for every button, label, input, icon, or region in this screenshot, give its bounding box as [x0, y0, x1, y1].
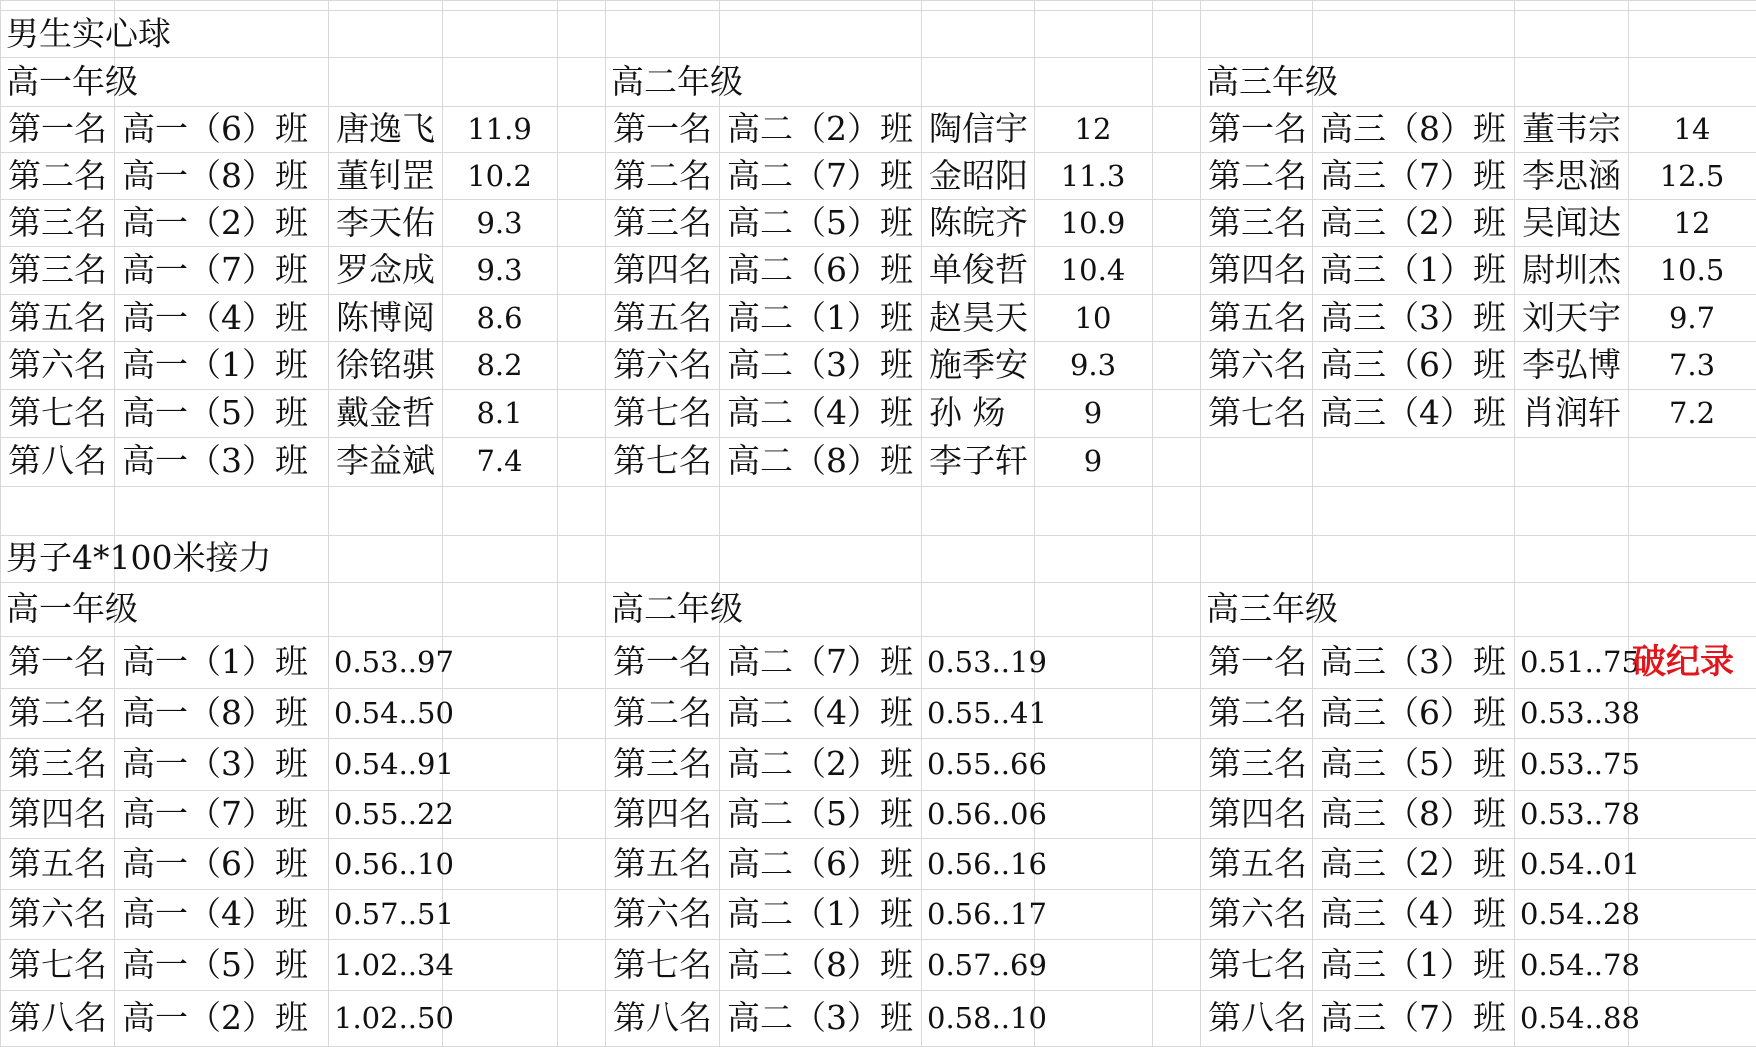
class-cell[interactable]: 高一（2）班: [122, 998, 308, 1037]
rank-cell[interactable]: 第六名: [8, 894, 107, 933]
name-cell[interactable]: 唐逸飞: [336, 109, 435, 148]
class-cell[interactable]: 高二（8）班: [727, 945, 913, 984]
name-cell[interactable]: 施季安: [929, 345, 1028, 384]
time-cell[interactable]: 0.54..01: [1520, 847, 1640, 881]
time-cell[interactable]: 0.58..10: [927, 1001, 1047, 1035]
result-cell[interactable]: 11.9: [467, 112, 532, 146]
class-cell[interactable]: 高二（2）班: [727, 109, 913, 148]
rank-cell[interactable]: 第六名: [1208, 345, 1307, 384]
result-cell[interactable]: 8.1: [476, 396, 523, 430]
result-cell[interactable]: 9.3: [476, 206, 523, 240]
rank-cell[interactable]: 第四名: [613, 250, 712, 289]
time-cell[interactable]: 0.54..78: [1520, 948, 1640, 982]
rank-cell[interactable]: 第八名: [613, 998, 712, 1037]
result-cell[interactable]: 10: [1074, 301, 1112, 335]
rank-cell[interactable]: 第三名: [8, 203, 107, 242]
name-cell[interactable]: 陈博阅: [336, 298, 435, 337]
rank-cell[interactable]: 第三名: [1208, 203, 1307, 242]
rank-cell[interactable]: 第四名: [8, 794, 107, 833]
result-cell[interactable]: 10.9: [1060, 206, 1126, 240]
rank-cell[interactable]: 第二名: [1208, 156, 1307, 195]
class-cell[interactable]: 高一（7）班: [122, 794, 308, 833]
grid-row-line: [0, 0, 1756, 1]
result-cell[interactable]: 8.6: [476, 301, 523, 335]
result-cell[interactable]: 9: [1083, 396, 1103, 430]
rank-cell[interactable]: 第二名: [8, 693, 107, 732]
name-cell[interactable]: 赵昊天: [929, 298, 1028, 337]
class-cell[interactable]: 高二（5）班: [727, 794, 913, 833]
name-cell[interactable]: 戴金哲: [336, 393, 435, 432]
name-cell[interactable]: 尉圳杰: [1522, 250, 1621, 289]
time-cell[interactable]: 0.54..50: [334, 696, 454, 730]
time-cell[interactable]: 0.53..75: [1520, 747, 1640, 781]
name-cell[interactable]: 罗念成: [336, 250, 435, 289]
class-cell[interactable]: 高一（4）班: [122, 894, 308, 933]
class-cell[interactable]: 高一（3）班: [122, 744, 308, 783]
time-cell[interactable]: 0.53..19: [927, 645, 1047, 679]
class-cell[interactable]: 高三（2）班: [1320, 203, 1506, 242]
record-badge[interactable]: 破纪录: [1632, 642, 1734, 682]
name-cell[interactable]: 孙 炀: [929, 393, 1006, 432]
result-cell[interactable]: 10.5: [1659, 253, 1725, 287]
class-cell[interactable]: 高三（3）班: [1320, 298, 1506, 337]
result-cell[interactable]: 7.2: [1668, 396, 1716, 430]
time-cell[interactable]: 0.57..51: [334, 897, 454, 931]
rank-cell[interactable]: 第四名: [613, 794, 712, 833]
time-cell[interactable]: 0.53..78: [1520, 797, 1640, 831]
rank-cell[interactable]: 第三名: [613, 203, 712, 242]
class-cell[interactable]: 高一（8）班: [122, 156, 308, 195]
class-cell[interactable]: 高三（1）班: [1320, 250, 1506, 289]
class-cell[interactable]: 高二（6）班: [727, 844, 913, 883]
rank-cell[interactable]: 第一名: [1208, 642, 1307, 681]
class-cell[interactable]: 高一（6）班: [122, 109, 308, 148]
rank-cell[interactable]: 第六名: [8, 345, 107, 384]
class-cell[interactable]: 高一（2）班: [122, 203, 308, 242]
result-cell[interactable]: 9.3: [476, 253, 523, 287]
class-cell[interactable]: 高一（1）班: [122, 642, 308, 681]
result-cell[interactable]: 7.3: [1668, 348, 1716, 382]
rank-cell[interactable]: 第三名: [1208, 744, 1307, 783]
result-cell[interactable]: 12: [1074, 112, 1112, 146]
result-cell[interactable]: 7.4: [476, 444, 523, 478]
rank-cell[interactable]: 第七名: [8, 393, 107, 432]
rank-cell[interactable]: 第三名: [8, 744, 107, 783]
time-cell[interactable]: 0.54..91: [334, 747, 454, 781]
class-cell[interactable]: 高三（6）班: [1320, 345, 1506, 384]
class-cell[interactable]: 高三（4）班: [1320, 894, 1506, 933]
grid-row-line: [0, 738, 1756, 739]
name-cell[interactable]: 董钊罡: [336, 156, 435, 195]
class-cell[interactable]: 高三（5）班: [1320, 744, 1506, 783]
class-cell[interactable]: 高二（5）班: [727, 203, 913, 242]
class-cell[interactable]: 高二（7）班: [727, 642, 913, 681]
result-cell[interactable]: 11.3: [1060, 159, 1126, 193]
class-cell[interactable]: 高一（6）班: [122, 844, 308, 883]
result-cell[interactable]: 9.7: [1668, 301, 1716, 335]
name-cell[interactable]: 李子轩: [929, 441, 1028, 480]
rank-cell[interactable]: 第一名: [613, 642, 712, 681]
class-cell[interactable]: 高三（3）班: [1320, 642, 1506, 681]
rank-cell[interactable]: 第六名: [1208, 894, 1307, 933]
class-cell[interactable]: 高二（2）班: [727, 744, 913, 783]
class-cell[interactable]: 高三（7）班: [1320, 998, 1506, 1037]
name-cell[interactable]: 李思涵: [1522, 156, 1621, 195]
time-cell[interactable]: 0.53..97: [334, 645, 454, 679]
rank-cell[interactable]: 第七名: [613, 441, 712, 480]
rank-cell[interactable]: 第二名: [613, 156, 712, 195]
time-cell[interactable]: 0.56..10: [334, 847, 454, 881]
class-cell[interactable]: 高三（2）班: [1320, 844, 1506, 883]
rank-cell[interactable]: 第七名: [1208, 393, 1307, 432]
grade-label[interactable]: 高一年级: [6, 62, 138, 101]
class-cell[interactable]: 高二（1）班: [727, 298, 913, 337]
section-title[interactable]: 男子4*100米接力: [6, 538, 272, 577]
class-cell[interactable]: 高三（7）班: [1320, 156, 1506, 195]
rank-cell[interactable]: 第五名: [613, 298, 712, 337]
name-cell[interactable]: 董韦宗: [1522, 109, 1621, 148]
result-cell[interactable]: 10.4: [1060, 253, 1126, 287]
rank-cell[interactable]: 第三名: [8, 250, 107, 289]
class-cell[interactable]: 高三（6）班: [1320, 693, 1506, 732]
name-cell[interactable]: 李天佑: [336, 203, 435, 242]
result-cell[interactable]: 14: [1673, 112, 1711, 146]
name-cell[interactable]: 吴闻达: [1522, 203, 1621, 242]
grade-label[interactable]: 高一年级: [6, 589, 138, 628]
class-cell[interactable]: 高一（3）班: [122, 441, 308, 480]
rank-cell[interactable]: 第七名: [1208, 945, 1307, 984]
rank-cell[interactable]: 第五名: [8, 298, 107, 337]
name-cell[interactable]: 陶信宇: [929, 109, 1028, 148]
rank-cell[interactable]: 第五名: [613, 844, 712, 883]
time-cell[interactable]: 0.53..38: [1520, 696, 1640, 730]
rank-cell[interactable]: 第六名: [613, 345, 712, 384]
class-cell[interactable]: 高二（4）班: [727, 393, 913, 432]
class-cell[interactable]: 高三（4）班: [1320, 393, 1506, 432]
grid-row-line: [0, 939, 1756, 940]
rank-cell[interactable]: 第二名: [1208, 693, 1307, 732]
result-cell[interactable]: 10.2: [467, 159, 532, 193]
name-cell[interactable]: 单俊哲: [929, 250, 1028, 289]
grade-label[interactable]: 高二年级: [611, 62, 743, 101]
rank-cell[interactable]: 第五名: [1208, 298, 1307, 337]
class-cell[interactable]: 高二（3）班: [727, 345, 913, 384]
rank-cell[interactable]: 第二名: [8, 156, 107, 195]
rank-cell[interactable]: 第一名: [1208, 109, 1307, 148]
name-cell[interactable]: 徐铭骐: [336, 345, 435, 384]
class-cell[interactable]: 高三（8）班: [1320, 794, 1506, 833]
name-cell[interactable]: 金昭阳: [929, 156, 1028, 195]
time-cell[interactable]: 0.56..17: [927, 897, 1047, 931]
class-cell[interactable]: 高二（3）班: [727, 998, 913, 1037]
name-cell[interactable]: 李弘博: [1522, 345, 1621, 384]
class-cell[interactable]: 高一（1）班: [122, 345, 308, 384]
rank-cell[interactable]: 第一名: [8, 109, 107, 148]
rank-cell[interactable]: 第四名: [1208, 794, 1307, 833]
section-title[interactable]: 男生实心球: [6, 14, 171, 53]
rank-cell[interactable]: 第四名: [1208, 250, 1307, 289]
class-cell[interactable]: 高一（8）班: [122, 693, 308, 732]
result-cell[interactable]: 8.2: [476, 348, 523, 382]
time-cell[interactable]: 0.51..75: [1520, 645, 1640, 679]
rank-cell[interactable]: 第五名: [8, 844, 107, 883]
rank-cell[interactable]: 第八名: [8, 998, 107, 1037]
rank-cell[interactable]: 第八名: [8, 441, 107, 480]
rank-cell[interactable]: 第七名: [613, 945, 712, 984]
grid-row-line: [0, 838, 1756, 839]
class-cell[interactable]: 高一（7）班: [122, 250, 308, 289]
name-cell[interactable]: 肖润轩: [1522, 393, 1621, 432]
rank-cell[interactable]: 第六名: [613, 894, 712, 933]
time-cell[interactable]: 1.02..34: [334, 948, 454, 982]
rank-cell[interactable]: 第八名: [1208, 998, 1307, 1037]
rank-cell[interactable]: 第一名: [613, 109, 712, 148]
rank-cell[interactable]: 第五名: [1208, 844, 1307, 883]
grade-label[interactable]: 高三年级: [1206, 589, 1338, 628]
class-cell[interactable]: 高三（8）班: [1320, 109, 1506, 148]
time-cell[interactable]: 0.54..88: [1520, 1001, 1640, 1035]
rank-cell[interactable]: 第一名: [8, 642, 107, 681]
time-cell[interactable]: 0.56..16: [927, 847, 1047, 881]
rank-cell[interactable]: 第七名: [613, 393, 712, 432]
class-cell[interactable]: 高二（1）班: [727, 894, 913, 933]
class-cell[interactable]: 高二（7）班: [727, 156, 913, 195]
class-cell[interactable]: 高一（5）班: [122, 945, 308, 984]
rank-cell[interactable]: 第七名: [8, 945, 107, 984]
class-cell[interactable]: 高二（4）班: [727, 693, 913, 732]
result-cell[interactable]: 9.3: [1069, 348, 1117, 382]
result-cell[interactable]: 9: [1083, 444, 1103, 478]
result-cell[interactable]: 12: [1673, 206, 1711, 240]
name-cell[interactable]: 李益斌: [336, 441, 435, 480]
grade-label[interactable]: 高二年级: [611, 589, 743, 628]
name-cell[interactable]: 刘天宇: [1522, 298, 1621, 337]
result-cell[interactable]: 12.5: [1659, 159, 1725, 193]
class-cell[interactable]: 高一（4）班: [122, 298, 308, 337]
grid-row-line: [0, 486, 1756, 487]
class-cell[interactable]: 高二（8）班: [727, 441, 913, 480]
time-cell[interactable]: 0.54..28: [1520, 897, 1640, 931]
time-cell[interactable]: 1.02..50: [334, 1001, 454, 1035]
rank-cell[interactable]: 第三名: [613, 744, 712, 783]
time-cell[interactable]: 0.55..41: [927, 696, 1047, 730]
name-cell[interactable]: 陈皖齐: [929, 203, 1028, 242]
grid-row-line: [0, 990, 1756, 991]
grade-label[interactable]: 高三年级: [1206, 62, 1338, 101]
class-cell[interactable]: 高二（6）班: [727, 250, 913, 289]
grid-row-line: [0, 636, 1756, 637]
rank-cell[interactable]: 第二名: [613, 693, 712, 732]
time-cell[interactable]: 0.55..22: [334, 797, 454, 831]
grid-row-line: [0, 582, 1756, 583]
time-cell[interactable]: 0.57..69: [927, 948, 1047, 982]
class-cell[interactable]: 高三（1）班: [1320, 945, 1506, 984]
time-cell[interactable]: 0.56..06: [927, 797, 1047, 831]
class-cell[interactable]: 高一（5）班: [122, 393, 308, 432]
time-cell[interactable]: 0.55..66: [927, 747, 1047, 781]
